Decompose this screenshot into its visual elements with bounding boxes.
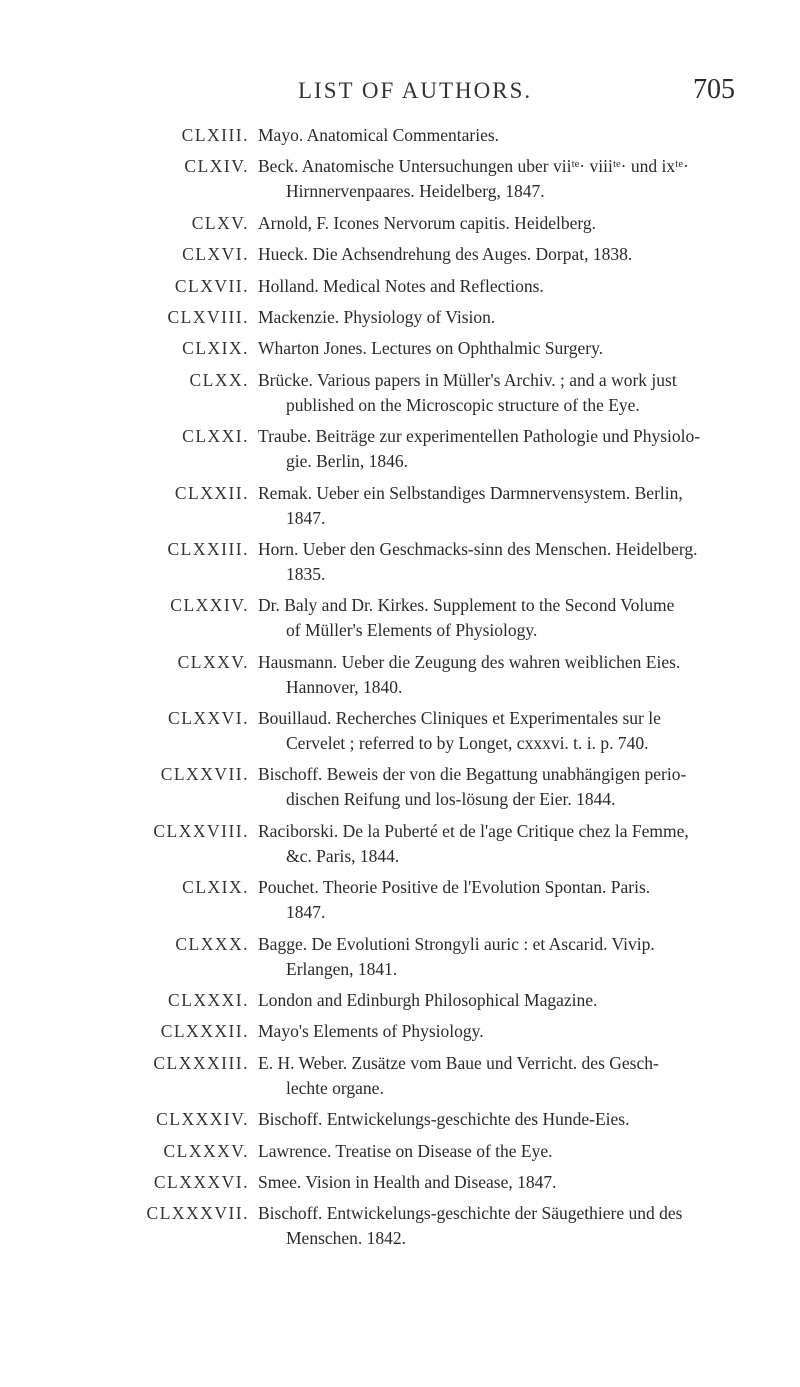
author-entry (0, 336, 800, 361)
author-entry (0, 481, 800, 531)
author-entry (0, 875, 800, 925)
entry-text (258, 123, 752, 148)
author-entry (0, 988, 800, 1013)
author-entry (0, 1107, 800, 1132)
entry-text-line: Hueck. Die Achsendrehung des Auges. Dorpat, 1838. (258, 244, 633, 265)
entry-text-line: Holland. Medical Notes and Reflections. (258, 275, 544, 296)
author-entry (0, 424, 800, 474)
entry-text-line: Bischoff. Entwickelungs-geschichte des Hunde-Eies. (258, 1109, 630, 1130)
author-entry (0, 123, 800, 148)
entry-numeral: CLXXX. (175, 933, 249, 954)
entry-numeral: CLXXI. (182, 426, 249, 447)
entry-text (258, 336, 752, 361)
author-entry (0, 154, 800, 204)
entry-numeral: CLXXVIII. (153, 820, 249, 841)
entry-text (258, 1051, 752, 1101)
entry-text-line: Smee. Vision in Health and Disease, 1847. (258, 1171, 557, 1192)
entry-numeral: CLXXXI. (168, 990, 249, 1011)
author-entry (0, 211, 800, 236)
entry-text-line: Traube. Beiträge zur experimentellen Pathologie und Physiolo- (258, 426, 701, 447)
entry-numeral: CLXV. (191, 212, 249, 233)
entry-text (258, 1201, 752, 1251)
author-entry (0, 932, 800, 982)
author-entry (0, 274, 800, 299)
entry-text-line: Horn. Ueber den Geschmacks-sinn des Menschen. Heidelberg. (258, 538, 698, 559)
entry-text-line: Dr. Baly and Dr. Kirkes. Supplement to the Second Volume (258, 595, 675, 616)
entry-text (258, 1170, 752, 1195)
entry-text-line: lechte organe. (286, 1077, 384, 1098)
author-entry (0, 1019, 800, 1044)
entry-numeral: CLXXIV. (170, 595, 249, 616)
entry-text-line: Menschen. 1842. (286, 1228, 407, 1249)
entry-text-line: Bischoff. Beweis der von die Begattung unabhängigen perio- (258, 764, 687, 785)
entry-numeral: CLXIX. (182, 877, 249, 898)
entry-text (258, 242, 752, 267)
entry-text-line: Cervelet ; referred to by Longet, cxxxvi. t. i. p. 740. (286, 733, 649, 754)
entry-text-line: Beck. Anatomische Untersuchungen uber viiᵗᵉ· viiiᵗᵉ· und ixᵗᵉ· (258, 156, 689, 177)
entry-text-line: Hannover, 1840. (286, 676, 403, 697)
author-entry (0, 1139, 800, 1164)
entry-numeral: CLXXXIV. (156, 1109, 249, 1130)
entry-text (258, 154, 752, 204)
entry-text-line: Mayo's Elements of Physiology. (258, 1021, 484, 1042)
page-header (0, 74, 800, 110)
entry-text-line: Bouillaud. Recherches Cliniques et Experimentales sur le (258, 708, 661, 729)
entry-text-line: E. H. Weber. Zusätze vom Baue und Verricht. des Gesch- (258, 1052, 659, 1073)
author-entry (0, 305, 800, 330)
entry-text-line: gie. Berlin, 1846. (286, 451, 408, 472)
entry-text-line: Bischoff. Entwickelungs-geschichte der Säugethiere und des (258, 1203, 683, 1224)
entry-text-line: Erlangen, 1841. (286, 958, 398, 979)
entry-numeral: CLXXXVII. (146, 1203, 249, 1224)
entry-text-line: 1847. (286, 507, 326, 528)
entry-text (258, 274, 752, 299)
entry-text (258, 762, 752, 812)
entry-numeral: CLXVIII. (167, 306, 249, 327)
entry-text-line: Lawrence. Treatise on Disease of the Eye. (258, 1140, 553, 1161)
entry-numeral: CLXXVII. (160, 764, 249, 785)
entry-text-line: dischen Reifung und los-lösung der Eier. 1844. (286, 789, 616, 810)
entry-text (258, 1019, 752, 1044)
entry-text-line: Bagge. De Evolutioni Strongyli auric : et Ascarid. Vivip. (258, 933, 655, 954)
entry-numeral: CLXXXVI. (153, 1171, 249, 1192)
entry-text-line: 1835. (286, 563, 326, 584)
entry-numeral: CLXXXIII. (153, 1052, 249, 1073)
entry-text (258, 1139, 752, 1164)
author-list (0, 123, 800, 1258)
entry-text (258, 424, 752, 474)
entry-text-line: Mayo. Anatomical Commentaries. (258, 125, 500, 145)
entry-text (258, 368, 752, 418)
entry-text (258, 593, 752, 643)
entry-numeral: CLXVI. (182, 244, 249, 265)
author-entry (0, 706, 800, 756)
entry-text-line: Raciborski. De la Puberté et de l'age Critique chez la Femme, (258, 820, 689, 841)
entry-text-line: Hausmann. Ueber die Zeugung des wahren weiblichen Eies. (258, 651, 681, 672)
entry-text-line: Brücke. Various papers in Müller's Archiv. ; and a work just (258, 369, 677, 390)
entry-numeral: CLXX. (189, 369, 249, 390)
page-number: 705 (693, 74, 735, 105)
entry-text-line: London and Edinburgh Philosophical Magazine. (258, 990, 598, 1011)
entry-text (258, 537, 752, 587)
entry-text (258, 1107, 752, 1132)
entry-text (258, 988, 752, 1013)
entry-numeral: CLXXII. (174, 482, 249, 503)
entry-numeral: CLXIV. (184, 156, 249, 177)
author-entry (0, 537, 800, 587)
entry-text-line: &c. Paris, 1844. (286, 845, 400, 866)
author-entry (0, 1201, 800, 1251)
author-entry (0, 762, 800, 812)
entry-text (258, 706, 752, 756)
entry-text-line: Arnold, F. Icones Nervorum capitis. Heidelberg. (258, 212, 596, 233)
entry-text (258, 650, 752, 700)
entry-text (258, 481, 752, 531)
entry-numeral: CLXXXV. (163, 1140, 249, 1161)
entry-text (258, 932, 752, 982)
author-entry (0, 242, 800, 267)
entry-text-line: Pouchet. Theorie Positive de l'Evolution Spontan. Paris. (258, 877, 651, 898)
entry-text (258, 211, 752, 236)
entry-text-line: Wharton Jones. Lectures on Ophthalmic Surgery. (258, 338, 604, 359)
author-entry (0, 368, 800, 418)
entry-text-line: published on the Microscopic structure of the Eye. (286, 394, 640, 415)
entry-numeral: CLXVII. (174, 275, 249, 296)
entry-text-line: Mackenzie. Physiology of Vision. (258, 306, 496, 327)
author-entry (0, 1051, 800, 1101)
entry-text-line: Remak. Ueber ein Selbstandiges Darmnervensystem. Berlin, (258, 482, 683, 503)
entry-numeral: CLXIX. (182, 338, 249, 359)
entry-text-line: of Müller's Elements of Physiology. (286, 620, 538, 641)
author-entry (0, 1170, 800, 1195)
author-entry (0, 650, 800, 700)
author-entry (0, 593, 800, 643)
entry-numeral: CLXIII. (181, 125, 249, 145)
entry-numeral: CLXXVI. (168, 708, 249, 729)
entry-numeral: CLXXXII. (160, 1021, 249, 1042)
entry-text (258, 305, 752, 330)
running-head: LIST OF AUTHORS. (298, 78, 533, 103)
author-entry (0, 819, 800, 869)
entry-text (258, 819, 752, 869)
entry-numeral: CLXXIII. (167, 538, 249, 559)
entry-text (258, 875, 752, 925)
entry-numeral: CLXXV. (177, 651, 249, 672)
entry-text-line: Hirnnervenpaares. Heidelberg, 1847. (286, 181, 545, 202)
entry-text-line: 1847. (286, 902, 326, 923)
